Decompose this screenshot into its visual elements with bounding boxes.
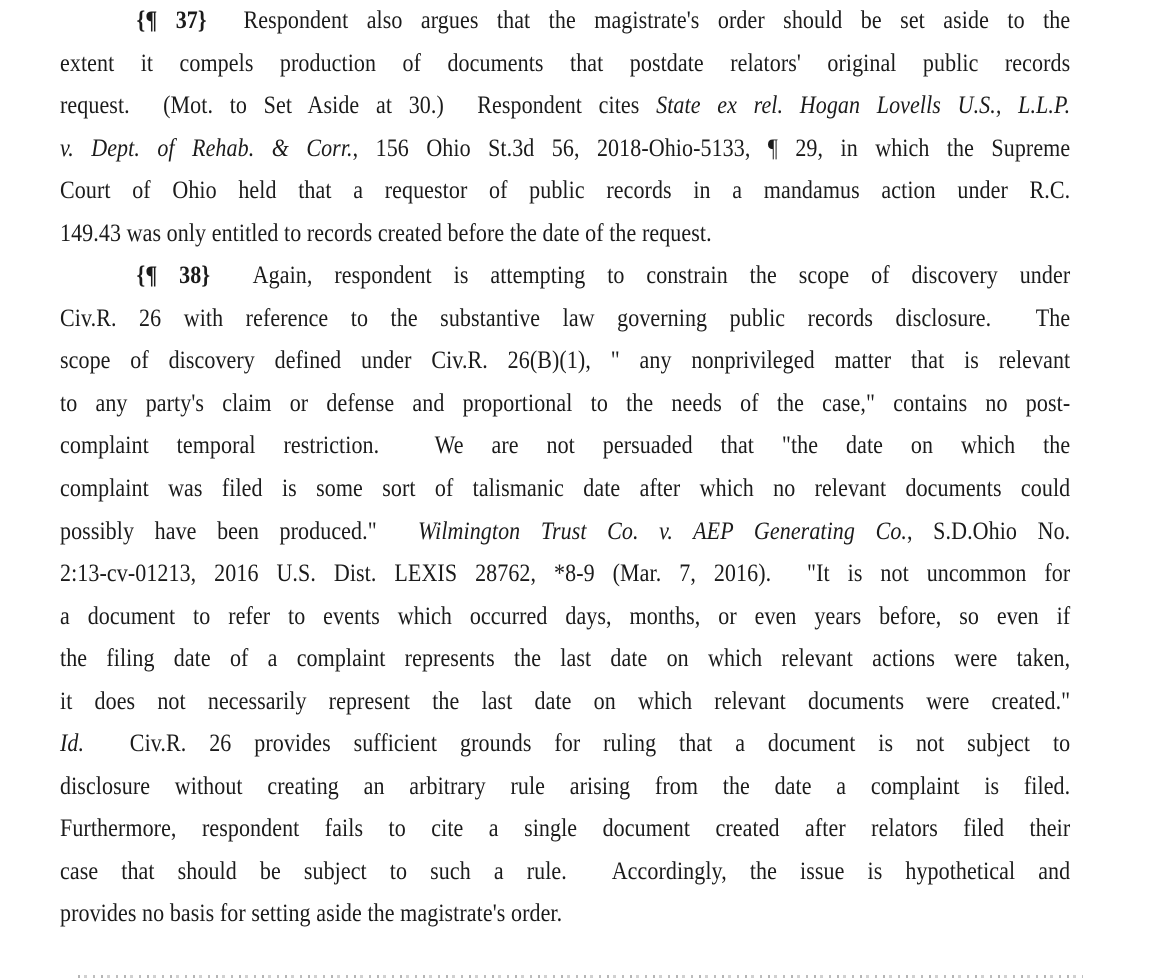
body-text: extent it compels production of documents that postdate relators' original public records — [60, 49, 1071, 77]
text-line — [60, 425, 1070, 468]
body-text: it does not necessarily represent the last date on which relevant documents were created." — [60, 687, 1071, 715]
body-text: complaint temporal restriction. We are not persuaded that "the date on which the — [60, 432, 1071, 460]
body-text: , S.D.Ohio No. — [907, 517, 1071, 545]
text-line — [60, 340, 1070, 383]
text-line — [60, 255, 1070, 298]
citation-italic: v. Dept. of Rehab. & Corr. — [60, 134, 353, 162]
text-line — [60, 766, 1070, 809]
text-line — [60, 596, 1070, 639]
paragraph-37 — [60, 0, 1169, 255]
text-line — [60, 638, 1070, 681]
body-text: Civ.R. 26 with reference to the substantive law governing public records disclosure. The — [60, 304, 1071, 332]
paragraph-marker: {¶ 38} — [136, 262, 211, 290]
text-line — [60, 0, 1070, 43]
text-line — [60, 553, 1070, 596]
text-line — [60, 85, 1070, 128]
text-line — [60, 383, 1070, 426]
citation-italic: Id. — [60, 730, 85, 758]
text-line — [60, 723, 1070, 766]
citation-italic: State ex rel. Hogan Lovells U.S., L.L.P. — [656, 92, 1071, 120]
paragraph-marker: {¶ 37} — [136, 7, 207, 34]
body-text: to any party's claim or defense and proportional to the needs of the case," contains no post- — [60, 389, 1071, 417]
text-line — [60, 468, 1070, 511]
clipped-next-line-sliver — [78, 975, 1083, 978]
body-text: Again, respondent is attempting to constrain the scope of discovery under — [210, 262, 1071, 290]
body-text: request. (Mot. to Set Aside at 30.) Respondent cites — [60, 92, 657, 120]
text-line — [60, 511, 1070, 554]
body-text: Civ.R. 26 provides sufficient grounds for ruling that a document is not subject to — [84, 730, 1071, 758]
document-body — [60, 0, 1169, 936]
text-line — [60, 170, 1070, 213]
text-line — [60, 298, 1070, 341]
text-line — [60, 213, 1070, 256]
paragraph-38 — [60, 255, 1169, 936]
body-text: case that should be subject to such a rule. Accordingly, the issue is hypothetical and — [60, 857, 1071, 885]
body-text: 2:13-cv-01213, 2016 U.S. Dist. LEXIS 28762, *8-9 (Mar. 7, 2016). "It is not uncommon for — [60, 560, 1071, 588]
body-text: Furthermore, respondent fails to cite a single document created after relators filed their — [60, 815, 1071, 843]
citation-italic: Wilmington Trust Co. v. AEP Generating Co. — [417, 517, 908, 545]
body-text: provides no basis for setting aside the magistrate's order. — [60, 900, 563, 928]
body-text: complaint was filed is some sort of talismanic date after which no relevant documents could — [60, 475, 1071, 503]
text-line — [60, 681, 1070, 724]
body-text: scope of discovery defined under Civ.R. 26(B)(1), " any nonprivileged matter that is relevant — [60, 347, 1071, 375]
body-text: the filing date of a complaint represents the last date on which relevant actions were taken, — [60, 645, 1071, 673]
text-line — [60, 43, 1070, 86]
text-line — [60, 851, 1070, 894]
body-text: 149.43 was only entitled to records created before the date of the request. — [60, 219, 712, 247]
body-text: Respondent also argues that the magistrate's order should be set aside to the — [206, 7, 1071, 34]
body-text: a document to refer to events which occurred days, months, or even years before, so even if — [60, 602, 1071, 630]
text-line — [60, 128, 1070, 171]
text-line — [60, 893, 1070, 936]
body-text: disclosure without creating an arbitrary rule arising from the date a complaint is filed. — [60, 772, 1071, 800]
body-text: Court of Ohio held that a requestor of public records in a mandamus action under R.C. — [60, 177, 1071, 205]
text-line — [60, 808, 1070, 851]
body-text: , 156 Ohio St.3d 56, 2018-Ohio-5133, ¶ 29, in which the Supreme — [352, 134, 1071, 162]
body-text: possibly have been produced." — [60, 517, 418, 545]
